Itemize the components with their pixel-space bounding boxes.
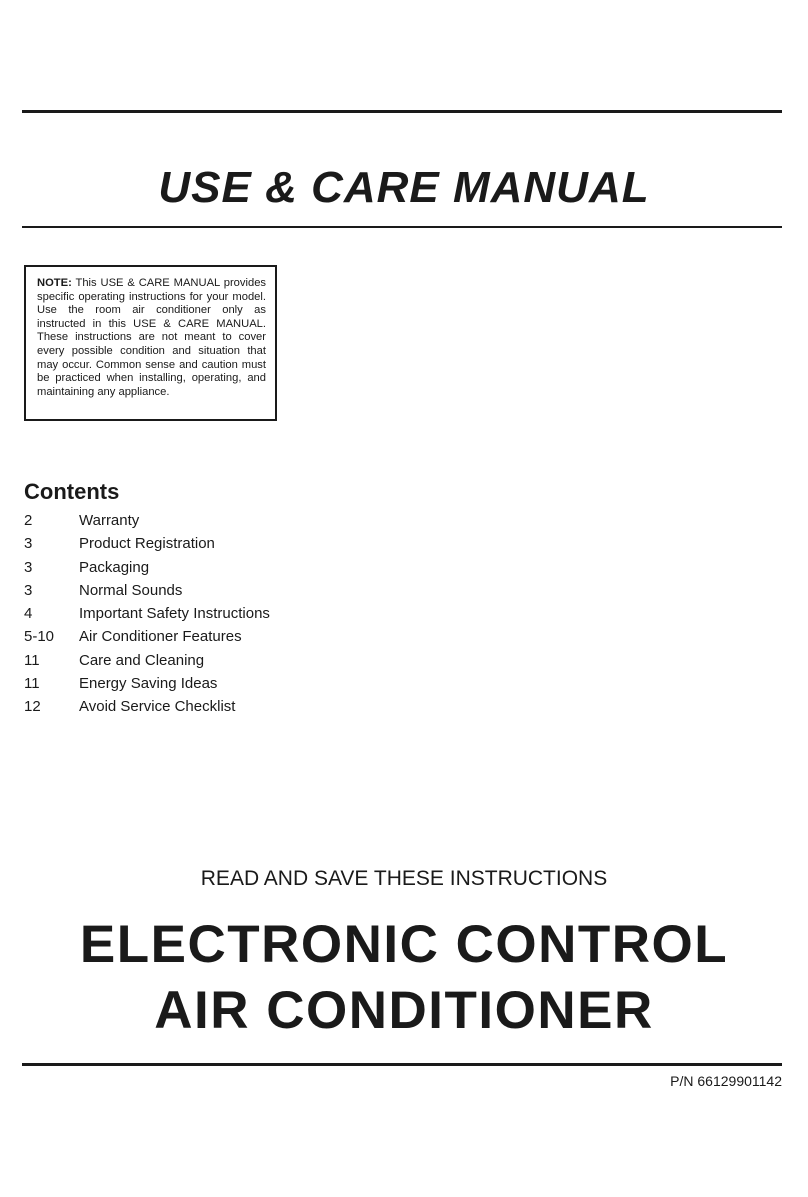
contents-item <box>24 649 270 672</box>
contents-title: Normal Sounds <box>79 581 183 599</box>
read-save-instructions: READ AND SAVE THESE INSTRUCTIONS <box>200 867 608 890</box>
contents-page: 3 <box>24 535 33 553</box>
contents-page: 4 <box>24 605 33 623</box>
contents-heading: Contents <box>24 479 120 504</box>
title-underline <box>22 226 782 228</box>
contents-title: Important Safety Instructions <box>79 605 270 623</box>
contents-item <box>24 695 270 718</box>
contents-list <box>24 509 270 719</box>
contents-item <box>24 532 270 555</box>
contents-page: 3 <box>24 581 33 599</box>
product-title-line: ELECTRONIC CONTROL <box>79 915 729 974</box>
manual-title: USE & CARE MANUAL <box>158 163 650 212</box>
part-number: P/N 66129901142 <box>670 1073 782 1089</box>
contents-title: Air Conditioner Features <box>79 628 242 646</box>
contents-item <box>24 509 270 532</box>
contents-title: Avoid Service Checklist <box>79 698 236 716</box>
note-text: This USE & CARE MANUAL provides specific operating instructions for your model. Use the room air conditioner only as instructed in this USE & CARE MANUAL. These instructions are not meant to cover every possible condition and situation that may occur. Common sense and caution must be practiced when installing, operating, and maintaining any appliance. <box>37 277 267 398</box>
contents-title: Energy Saving Ideas <box>79 675 218 693</box>
contents-item <box>24 672 270 695</box>
note-label: NOTE: <box>37 277 72 289</box>
contents-title: Product Registration <box>79 535 215 553</box>
top-rule <box>22 110 782 113</box>
contents-page: 11 <box>24 675 40 693</box>
contents-page: 2 <box>24 512 33 529</box>
contents-title: Care and Cleaning <box>79 651 205 669</box>
contents-title: Packaging <box>79 558 150 576</box>
note-box <box>24 265 277 421</box>
contents-item <box>24 625 270 648</box>
contents-item <box>24 579 270 602</box>
product-title-line: AIR CONDITIONER <box>154 981 654 1040</box>
contents-item <box>24 602 270 625</box>
contents-page: 12 <box>24 698 41 716</box>
contents-page: 11 <box>24 651 40 669</box>
contents-page: 5-10 <box>24 628 55 646</box>
contents-page: 3 <box>24 558 33 576</box>
product-title <box>0 912 808 1044</box>
contents-item <box>24 556 270 579</box>
contents-title: Warranty <box>79 512 140 529</box>
bottom-rule <box>22 1063 782 1066</box>
